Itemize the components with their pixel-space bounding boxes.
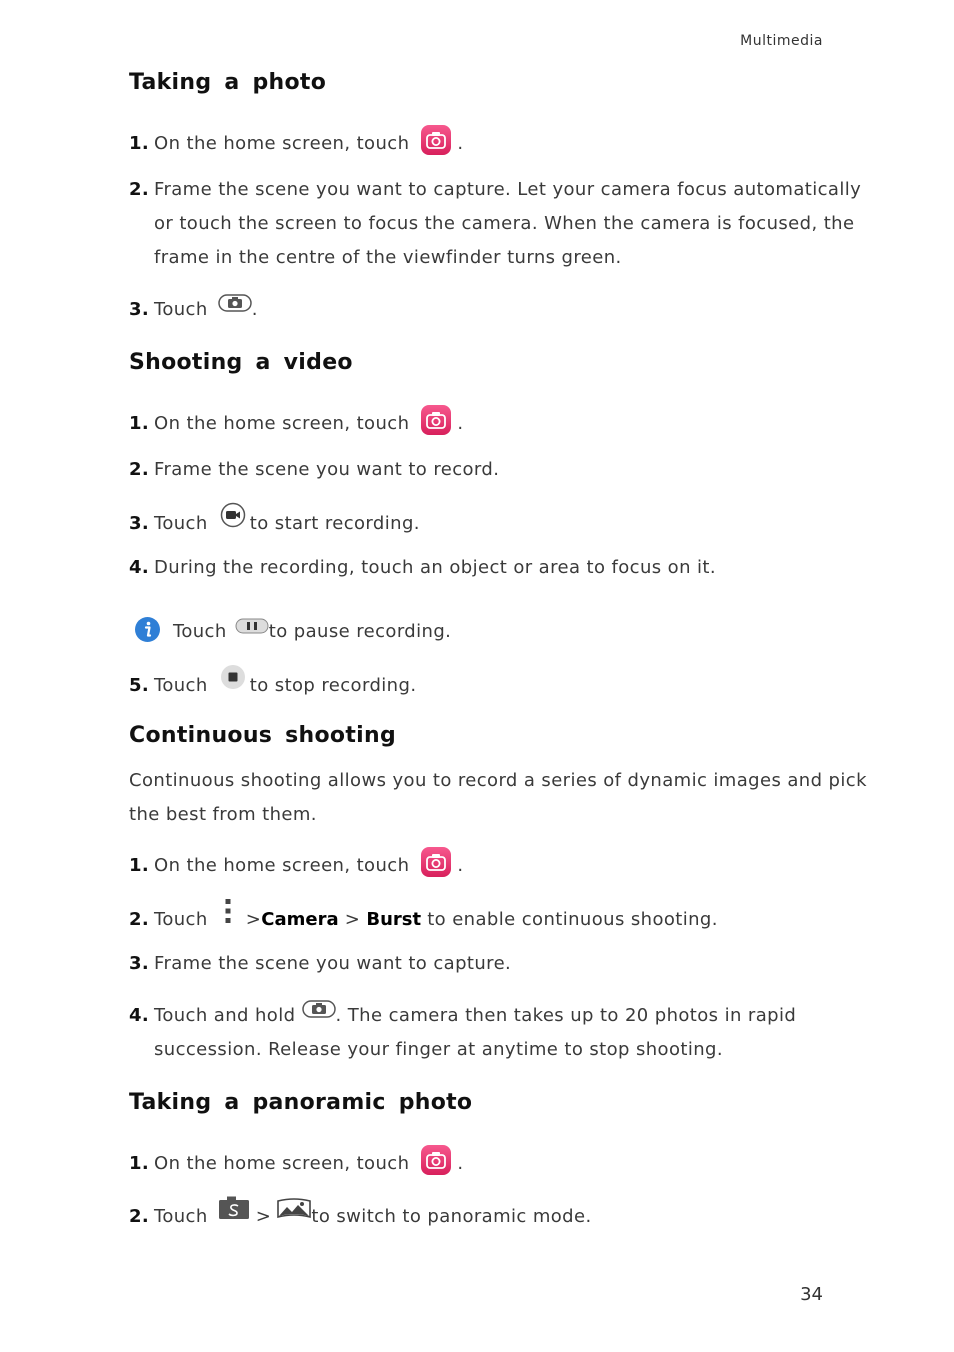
continuous-step-3: 3. Frame the scene you want to capture.: [129, 953, 512, 974]
camera-mode-icon[interactable]: [218, 1196, 250, 1232]
running-header: Multimedia: [740, 33, 823, 49]
stop-icon[interactable]: [220, 664, 246, 702]
burst-option-label: Burst: [366, 909, 422, 930]
continuous-step-1: 1. On the home screen, touch .: [129, 849, 464, 883]
panoramic-step-2: 2. Touch > to switch to panoramic mode.: [129, 1199, 592, 1235]
continuous-step-4-line2: succession. Release your finger at anytime to stop shooting.: [154, 1039, 723, 1060]
video-step-1: 1. On the home screen, touch .: [129, 407, 464, 441]
heading-continuous-shooting: Continuous shooting: [129, 723, 396, 748]
continuous-intro-line1: Continuous shooting allows you to record a series of dynamic images and pick: [129, 770, 867, 791]
panoramic-step-1: 1. On the home screen, touch .: [129, 1147, 464, 1181]
heading-taking-photo: Taking a photo: [129, 70, 327, 95]
video-step-5: 5. Touch to stop recording.: [129, 667, 416, 705]
panorama-mode-icon[interactable]: [277, 1197, 311, 1231]
shutter-photo-icon[interactable]: [218, 290, 252, 324]
camera-app-icon[interactable]: [421, 847, 451, 877]
photo-step-2-line2: or touch the screen to focus the camera. When the camera is focused, the: [154, 213, 855, 234]
heading-shooting-video: Shooting a video: [129, 350, 353, 375]
photo-step-3: 3. Touch .: [129, 293, 258, 327]
record-video-icon[interactable]: [220, 502, 246, 540]
continuous-step-2: 2. Touch >Camera > Burst to enable continuous shooting.: [129, 901, 718, 939]
photo-step-2: 2. Frame the scene you want to capture. Let your camera focus automatically: [129, 179, 862, 200]
continuous-intro-line2: the best from them.: [129, 804, 317, 825]
video-step-3: 3. Touch to start recording.: [129, 505, 420, 543]
camera-menu-label: Camera: [261, 909, 339, 930]
video-step-4: 4. During the recording, touch an object or area to focus on it.: [129, 557, 716, 578]
info-icon: [134, 616, 161, 647]
page-number: 34: [800, 1284, 823, 1305]
video-step-2: 2. Frame the scene you want to record.: [129, 459, 500, 480]
continuous-step-4: 4. Touch and hold . The camera then takes up to 20 photos in rapid: [129, 999, 796, 1033]
camera-app-icon[interactable]: [421, 1145, 451, 1175]
camera-app-icon[interactable]: [421, 125, 451, 155]
heading-panoramic-photo: Taking a panoramic photo: [129, 1090, 473, 1115]
more-vertical-icon[interactable]: [224, 898, 232, 936]
photo-step-2-line3: frame in the centre of the viewfinder turns green.: [154, 247, 622, 268]
shutter-photo-icon[interactable]: [302, 996, 336, 1030]
pause-icon[interactable]: [235, 612, 269, 646]
photo-step-1: 1. On the home screen, touch .: [129, 127, 464, 161]
camera-app-icon[interactable]: [421, 405, 451, 435]
video-note: Touch to pause recording.: [173, 615, 451, 649]
